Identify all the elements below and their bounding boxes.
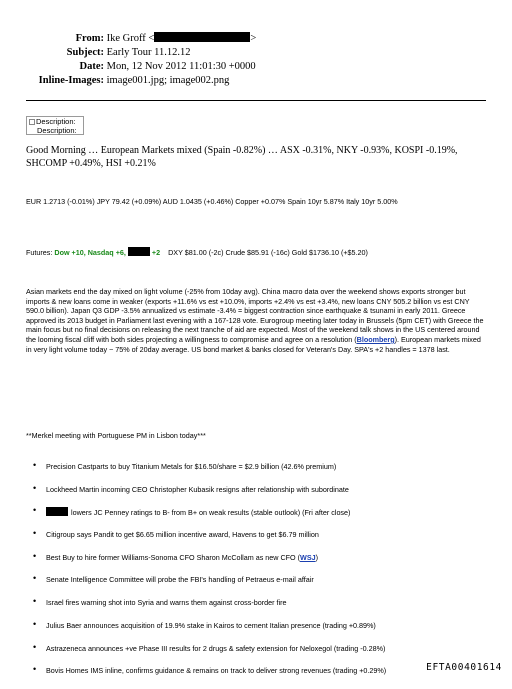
- paragraph-text: Asian markets end the day mixed on light volume (-25% from 10day avg). China macro data over the weekend shows exports stronger but imports & new loans come in weaker (exports +11.6% vs est +10.0%, imports +2.4% vs est +3.4%, new loans CNY 505.2 billion vs est CNY 590.0 billion). Japan Q3 GDP -3.5% annualized vs estimate -3.4% = biggest contraction since earthquake & tsunami in early 2011. Greece approved its 2013 budget in Parliament last evening with a 167-128 vote. Eurogroup meeting later today in Brussels (5pm CET) with Greece the main focus but no final decisions on releasing the next tranche of aid are expected. Most of the weekend talk shows in the US centered around the looming fiscal cliff with both sides projecting a willingness to compromise and agree on a resolution (: [26, 287, 484, 344]
- market-summary: Good Morning … European Markets mixed (Spain -0.82%) … ASX -0.31%, NKY -0.93%, KOSPI -0.19%, SHCOMP +0.49%, HSI +0.21%: [26, 145, 458, 169]
- list-item: [26, 575, 496, 598]
- inline-images-row: [0, 74, 229, 88]
- fx-line: EUR 1.2713 (-0.01%) JPY 79.42 (+0.09%) AUD 1.0435 (+0.46%) Copper +0.07% Spain 10yr 5.87% Italy 10yr 5.00%: [26, 197, 398, 206]
- bullet-icon: •: [33, 460, 37, 470]
- bullet-text: lowers JC Penney ratings to B- from B+ on weak results (stable outlook) (Fri after close): [71, 508, 351, 518]
- list-item: [26, 618, 496, 644]
- bullet-icon: •: [33, 596, 37, 607]
- futures-line: [26, 247, 488, 258]
- bullet-text: Best Buy to hire former Williams-Sonoma CFO Sharon McCollam as new CFO (: [46, 552, 301, 562]
- bullet-text: Julius Baer announces acquisition of 19.9% stake in Kairos to cement Italian presence (trading +0.89%): [46, 620, 376, 630]
- bullet-text: Precision Castparts to buy Titanium Metals for $16.50/share = $2.9 billion (42.6% premium): [46, 462, 337, 471]
- bullet-icon: •: [33, 573, 37, 584]
- list-item: [26, 507, 496, 530]
- bullet-icon: •: [33, 641, 37, 652]
- bullet-text: Senate Intelligence Committee will probe the FBI's handling of Petraeus e-mail affair: [46, 575, 314, 585]
- bullet-text: Bovis Homes IMS inline, confirms guidance & remains on track to deliver strong revenues (trading +0.29%): [46, 666, 387, 676]
- bullet-icon: •: [33, 664, 37, 675]
- bullet-icon: •: [33, 550, 37, 561]
- market-paragraph: [26, 287, 488, 354]
- image-placeholder: [26, 116, 84, 135]
- bullet-text: Citigroup says Pandit to get $6.65 million incentive award, Havens to get $6.79 million: [46, 530, 319, 540]
- redacted-firm: [46, 507, 68, 516]
- from-row: [0, 32, 256, 46]
- bullet-icon: •: [33, 618, 37, 629]
- wsj-link[interactable]: WSJ: [300, 552, 316, 562]
- date-value: Mon, 12 Nov 2012 11:01:30 +0000: [106, 61, 256, 72]
- broken-image-icon: [29, 119, 35, 125]
- bullet-icon: •: [33, 505, 37, 516]
- from-value: Ike Groff <: [106, 33, 155, 44]
- bullet-text: Astrazeneca announces +ve Phase III results for 2 drugs & safety extension for Neloxegol (trading -0.28%): [46, 643, 386, 653]
- description-line-1: Description:: [36, 117, 76, 126]
- redacted-email: [154, 32, 250, 42]
- bullet-icon: •: [33, 482, 37, 493]
- list-item: [26, 598, 496, 621]
- list-item: [26, 462, 496, 485]
- futures-label: Futures:: [26, 248, 53, 257]
- inline-images-label: Inline-Images:: [38, 75, 104, 86]
- date-label: Date:: [79, 61, 104, 72]
- subject-value: Early Tour 11.12.12: [106, 47, 191, 58]
- redacted-futures: [128, 247, 150, 256]
- list-item: [26, 530, 496, 553]
- bullet-text: Lockheed Martin incoming CEO Christopher Kubasik resigns after relationship with subordinate: [46, 484, 349, 494]
- futures-green-tail: +2: [151, 248, 161, 257]
- list-item: [26, 482, 496, 508]
- list-item: [26, 550, 496, 576]
- date-row: [0, 60, 256, 74]
- inline-images-value: image001.jpg; image002.png: [106, 75, 230, 86]
- bullet-text-after: ): [315, 552, 319, 562]
- document-id: EFTA00401614: [426, 662, 502, 673]
- subject-row: [0, 46, 190, 60]
- subject-label: Subject:: [66, 47, 104, 58]
- bullet-icon: •: [33, 528, 37, 539]
- news-bullet-list: [26, 462, 496, 689]
- from-label: From:: [75, 33, 104, 44]
- merkel-note: **Merkel meeting with Portuguese PM in Lisbon today***: [26, 431, 206, 440]
- description-line-2: Description:: [37, 126, 77, 135]
- futures-rest: DXY $81.00 (-2c) Crude $85.91 (-16c) Gold $1736.10 (+$5.20): [168, 248, 368, 257]
- from-suffix: >: [250, 33, 257, 44]
- paragraph-text-after: ). European markets mixed in very light volume today ~ 75% of 20day average. US bond market & banks closed for Veteran's Day. SPA's +2 handles = 1378 last.: [26, 334, 481, 354]
- futures-green: Dow +10, Nasdaq +6,: [54, 248, 126, 257]
- header-divider: [26, 100, 486, 101]
- bullet-text: Israel fires warning shot into Syria and warns them against cross-border fire: [46, 598, 287, 608]
- bloomberg-link[interactable]: Bloomberg: [356, 334, 395, 344]
